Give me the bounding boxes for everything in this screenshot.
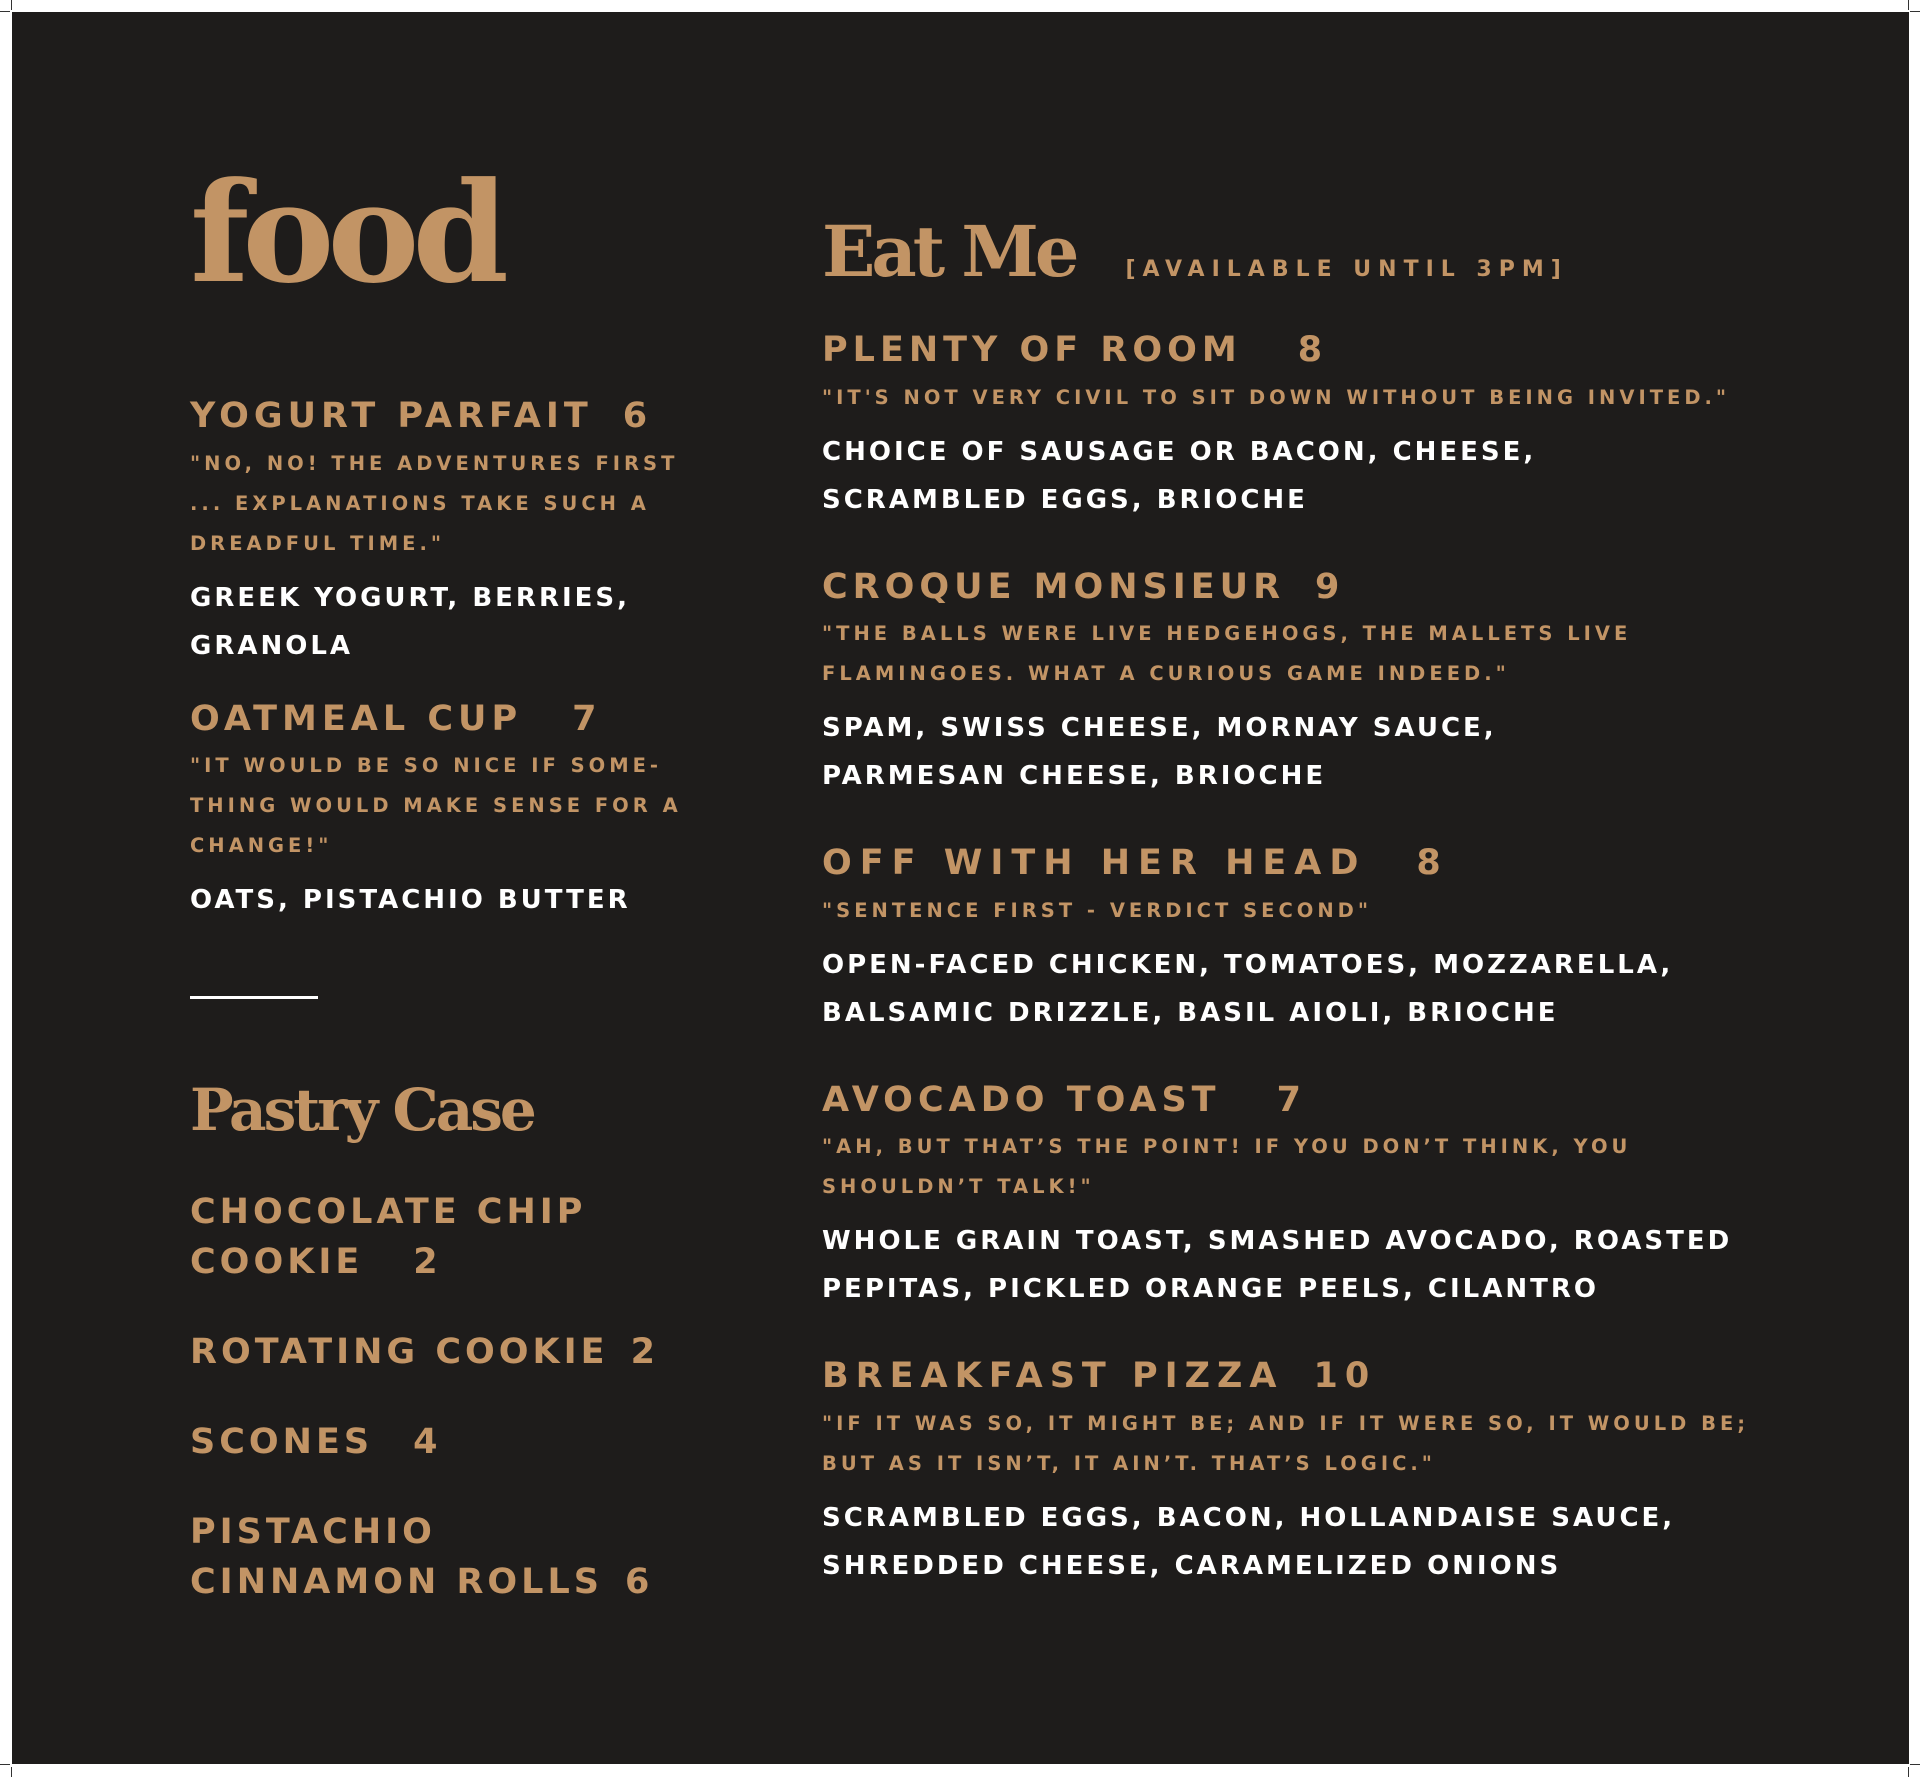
section-divider	[190, 996, 318, 999]
item-name-row	[822, 331, 1902, 370]
item-name-row	[190, 397, 730, 436]
crop-mark	[1910, 11, 1920, 12]
pastry-case-title: Pastry Case	[190, 1076, 534, 1144]
item-price: 7	[1276, 1079, 1306, 1120]
item-quote: "SENTENCE FIRST - VERDICT SECOND"	[822, 898, 1373, 922]
pastry-price: 2	[413, 1242, 442, 1282]
menu-item	[822, 331, 1902, 524]
pastry-name: ROTATING COOKIE	[190, 1332, 609, 1372]
right-column	[822, 210, 1902, 1590]
pastry-item	[190, 1187, 650, 1287]
pastry-item	[190, 1507, 690, 1607]
menu-item	[822, 1357, 1902, 1590]
item-quote: "AH, BUT THAT’S THE POINT! IF YOU DON’T THINK, YOU SHOULDN’T TALK!"	[822, 1135, 1632, 1198]
crop-mark	[0, 11, 10, 12]
crop-mark	[11, 0, 12, 10]
item-name: AVOCADO TOAST	[822, 1079, 1221, 1120]
pastry-item	[190, 1327, 710, 1377]
menu-item	[822, 844, 1902, 1037]
pastry-name: CHOCOLATE CHIP COOKIE	[190, 1192, 587, 1282]
availability-note: [AVAILABLE UNTIL 3PM]	[1125, 257, 1568, 282]
item-description: WHOLE GRAIN TOAST, SMASHED AVOCADO, ROASTED PEPITAS, PICKLED ORANGE PEELS, CILANTRO	[822, 1226, 1733, 1304]
item-price: 8	[1297, 330, 1328, 370]
pastry-price: 2	[630, 1332, 659, 1372]
pastry-item	[190, 1417, 710, 1467]
item-name: PLENTY OF ROOM	[822, 330, 1242, 370]
item-name: OATMEAL CUP	[190, 698, 523, 739]
item-price: 9	[1315, 566, 1345, 607]
menu-item	[190, 700, 730, 925]
item-name-row	[822, 1357, 1902, 1396]
item-price: 7	[572, 698, 602, 739]
item-name: BREAKFAST PIZZA	[822, 1356, 1284, 1396]
crop-mark	[11, 1767, 12, 1777]
crop-mark	[1908, 1767, 1909, 1777]
item-description: CHOICE OF SAUSAGE OR BACON, CHEESE, SCRAMBLED EGGS, BRIOCHE	[822, 436, 1537, 515]
item-name: CROQUE MONSIEUR	[822, 566, 1286, 607]
item-name-row	[822, 568, 1902, 607]
eat-me-header	[822, 210, 1902, 293]
item-quote: "IF IT WAS SO, IT MIGHT BE; AND IF IT WERE SO, IT WOULD BE; BUT AS IT ISN’T, IT AIN’T. THAT’S LOGIC."	[822, 1411, 1750, 1475]
pastry-price: 4	[413, 1422, 442, 1462]
eat-me-title: Eat Me	[822, 210, 1076, 293]
item-quote: "IT WOULD BE SO NICE IF SOME-THING WOULD MAKE SENSE FOR A CHANGE!"	[190, 754, 682, 857]
left-column	[190, 151, 730, 1647]
crop-mark	[1910, 1764, 1920, 1765]
menu-panel	[12, 12, 1909, 1764]
item-quote: "NO, NO! THE ADVENTURES FIRST ... EXPLANATIONS TAKE SUCH A DREADFUL TIME."	[190, 451, 679, 555]
pastry-name: SCONES	[190, 1422, 374, 1462]
item-name-row	[822, 1081, 1902, 1120]
item-quote: "IT'S NOT VERY CIVIL TO SIT DOWN WITHOUT BEING INVITED."	[822, 385, 1731, 409]
menu-item	[822, 1081, 1902, 1314]
pastry-list	[190, 1187, 730, 1607]
item-name: YOGURT PARFAIT	[190, 396, 593, 436]
item-name-row	[822, 844, 1902, 883]
menu-item	[822, 568, 1902, 801]
crop-mark	[1908, 0, 1909, 10]
item-price: 6	[622, 396, 653, 436]
menu-item	[190, 397, 730, 670]
item-description: SCRAMBLED EGGS, BACON, HOLLANDAISE SAUCE, SHREDDED CHEESE, CARAMELIZED ONIONS	[822, 1502, 1676, 1581]
item-price: 10	[1313, 1356, 1377, 1396]
item-description: OATS, PISTACHIO BUTTER	[190, 885, 631, 915]
pastry-price: 6	[624, 1562, 654, 1602]
item-name-row	[190, 700, 730, 739]
item-price: 8	[1416, 843, 1449, 883]
item-description: OPEN-FACED CHICKEN, TOMATOES, MOZZARELLA, BALSAMIC DRIZZLE, BASIL AIOLI, BRIOCHE	[822, 949, 1674, 1028]
item-description: SPAM, SWISS CHEESE, MORNAY SAUCE, PARMESAN CHEESE, BRIOCHE	[822, 713, 1497, 791]
food-title: food	[190, 151, 502, 314]
item-quote: "THE BALLS WERE LIVE HEDGEHOGS, THE MALLETS LIVE FLAMINGOES. WHAT A CURIOUS GAME INDEED."	[822, 622, 1632, 685]
item-name: OFF WITH HER HEAD	[822, 843, 1367, 883]
pastry-name: PISTACHIO CINNAMON ROLLS	[190, 1512, 603, 1602]
crop-mark	[0, 1764, 10, 1765]
item-description: GREEK YOGURT, BERRIES, GRANOLA	[190, 582, 631, 661]
